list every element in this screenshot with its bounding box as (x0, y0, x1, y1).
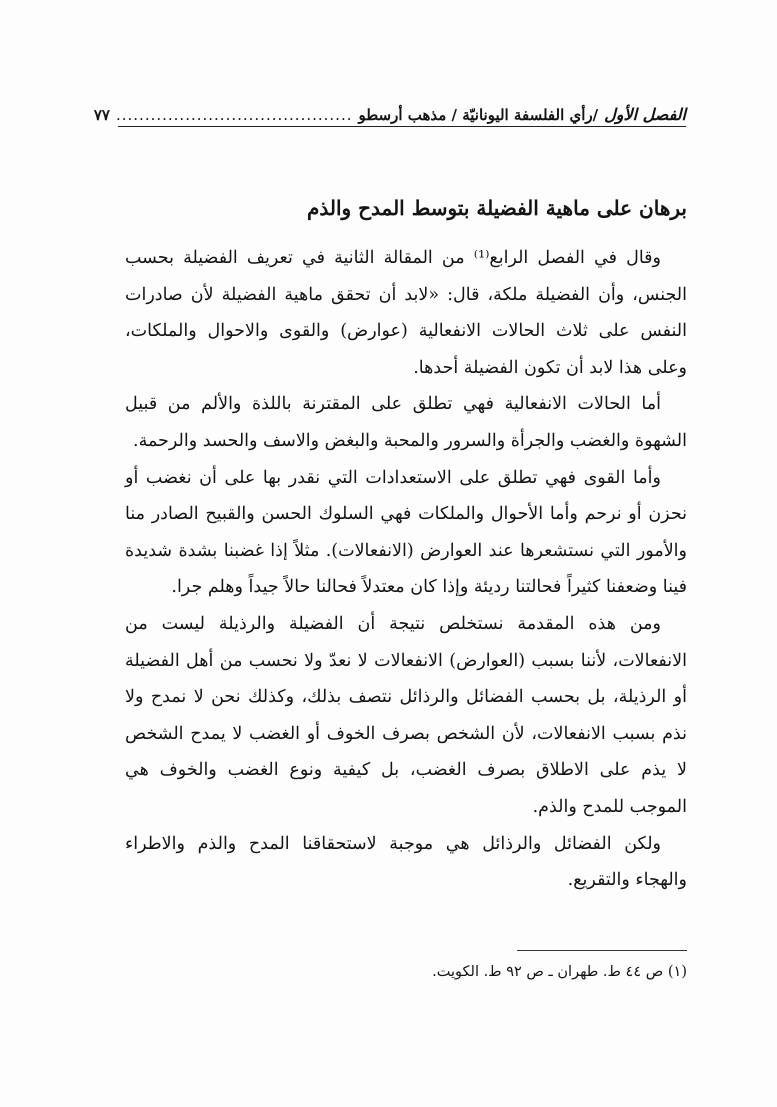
footnote-rule (517, 950, 687, 951)
footnote: (١) ص ٤٤ ط. طهران ـ ص ٩٢ ط. الكويت. (432, 964, 687, 980)
paragraph: وقال في الفصل الرابع⁽¹⁾ من المقالة الثانية في تعريف الفضيلة بحسب الجنس، وأن الفضيلة ملكة، قال: «لابد أن تحقق ماهية الفضيلة لأن صادرات النفس على ثلاث الحالات الانفعالية (عوارض) والقوى والاحوال والملكات، وعلى هذا لابد أن تكون الفضيلة أحدها. (125, 248, 687, 378)
header-title: /رأي الفلسفة اليونانيّة / مذهب أرسطو (358, 106, 599, 124)
header-leader-dots: ......................................... (115, 106, 353, 124)
paragraph: ولكن الفضائل والرذائل هي موجبة لاستحقاقنا المدح والذم والاطراء والهجاء والتقريع. (125, 833, 687, 891)
paragraph: أما الحالات الانفعالية فهي تطلق على المقترنة باللذة والألم من قبيل الشهوة والغضب والجرأة والسرور والمحبة والبغض والاسف والحسد والرحمة. (125, 394, 687, 451)
body-text (125, 240, 687, 899)
paragraph: وأما القوى فهي تطلق على الاستعدادات التي نقدر بها على أن نغضب أو نحزن أو نرحم وأما الأحوال والملكات فهي السلوك الحسن والقبيح الصادر منا والأمور التي نستشعرها عند العوارض (الانفعالات). مثلاً إذا غضبنا بشدة شديدة فينا وضعفنا كثيراً فحالتنا رديئة وإذا كان معتدلاً فحالنا حالاً جيداً وهلم جرا. (125, 467, 687, 598)
chapter-label: الفصل الأول (604, 105, 686, 124)
running-header (93, 94, 686, 124)
page-number: ٧٧ (93, 106, 110, 124)
header-rule (118, 126, 686, 127)
paragraph: ومن هذه المقدمة نستخلص نتيجة أن الفضيلة والرذيلة ليست من الانفعالات، لأننا بسبب (العوارض) الانفعالات لا نعدّ ولا نحسب من أهل الفضيلة أو الرذيلة، بل بحسب الفضائل والرذائل نتصف بذلك، وكذلك نحن لا نمدح ولا نذم بسبب الانفعالات، لأن الشخص بصرف الخوف أو الغضب لا يمدح الشخص لا يذم على الاطلاق بصرف الغضب، بل كيفية ونوع الغضب والخوف هي الموجب للمدح والذم. (125, 613, 687, 817)
section-heading: برهان على ماهية الفضيلة بتوسط المدح والذم (306, 196, 687, 220)
